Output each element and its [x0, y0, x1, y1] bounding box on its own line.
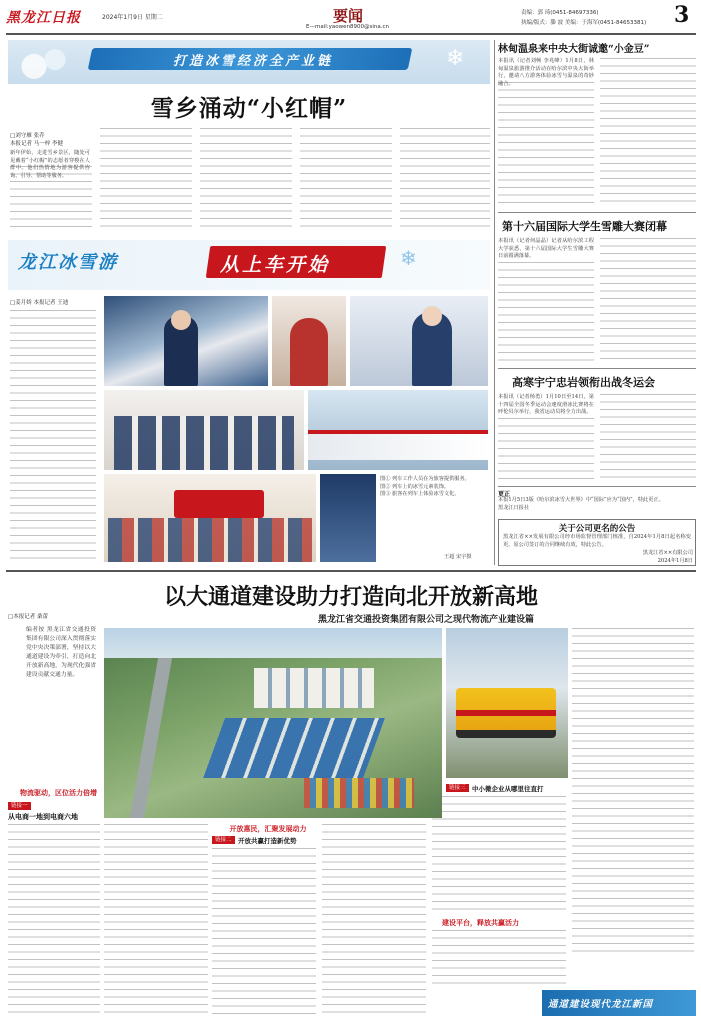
- warehouse-roofs: [203, 718, 385, 778]
- article-winter-games: [498, 374, 696, 484]
- section-title: 要闻: [333, 7, 364, 25]
- correction-notice: [498, 489, 696, 517]
- column-divider: [494, 40, 495, 565]
- staff-group: [114, 416, 294, 470]
- locomotive-stripe: [456, 710, 556, 716]
- editor-line: 责编：郭 琦(0451-84697336): [521, 10, 599, 16]
- section-tag: 链接三: [446, 784, 469, 792]
- section-title: 中小微企业从哪里往直打: [472, 785, 544, 793]
- masthead-rule: [6, 33, 696, 35]
- article-title: 第十六届国际大学生雪雕大赛闭幕: [502, 220, 667, 233]
- article-snow-sculpture: [498, 218, 696, 366]
- footer-banner-text: 通道建设现代龙江新国: [548, 999, 654, 1010]
- photo-caption: 图① 列车工作人员在为旅客提供服务。 图② 列车上的冰雪元素装饰。 图③ 旅客在列车上体验冰雪文化。: [380, 476, 470, 498]
- notice-title: 更正: [498, 491, 511, 498]
- article-train-tour: [8, 240, 490, 565]
- article-title: 高寒宇宁忠岩领衔出战冬运会: [512, 376, 655, 389]
- article-body-col1: [498, 82, 594, 208]
- article-body-col1: [498, 262, 594, 362]
- body-col-b: [212, 848, 316, 1014]
- celebration-sign: [174, 490, 264, 518]
- main-feature: [6, 574, 696, 1020]
- article-body: [10, 310, 96, 562]
- section-body: [8, 824, 100, 1014]
- article-body-col4: [300, 128, 392, 232]
- article-byline: □刘守雁 张乔 本报记者 马一梓 李健: [10, 133, 63, 147]
- article-snow-town: [8, 88, 490, 238]
- banner-right-text: 从上车开始: [220, 254, 331, 276]
- highway: [130, 658, 172, 818]
- sky-area: [104, 628, 442, 658]
- train-photo-3: [350, 296, 488, 386]
- freight-train-photo: [446, 628, 568, 778]
- snowflake-icon: ❄: [446, 46, 465, 71]
- crowd-figures: [108, 518, 312, 562]
- section-title: 开放共赢打造新优势: [238, 837, 297, 845]
- conductor-face: [422, 306, 442, 326]
- article-title: 雪乡涌动“小红帽”: [150, 95, 348, 122]
- article-body-col2: [600, 394, 696, 480]
- section-title: 从电商一地到电商六地: [8, 813, 78, 821]
- photo-credit: 王超 宋宇摄: [444, 554, 472, 560]
- main-top-rule: [6, 570, 696, 572]
- notice-title: 关于公司更名的公告: [558, 524, 636, 534]
- train-banner: [8, 240, 490, 290]
- article-separator: [498, 368, 696, 369]
- article-title: 林甸温泉来中央大街诚邀“小金豆”: [498, 44, 650, 55]
- section-title: 建设平台，释放共赢活力: [442, 919, 519, 927]
- container-yard: [304, 778, 414, 808]
- notice-sign: 黑龙江省××有限公司 2024年1月8日: [642, 550, 693, 564]
- article-lead: 本报讯（记者何晶晶）记者从哈尔滨工程大学获悉，第十六届国际大学生雪雕大赛日前圆满落幕。: [498, 238, 594, 260]
- buildings: [254, 668, 374, 708]
- body-col-e: [432, 930, 566, 990]
- article-lead: 本报讯（记者刘畅 李兆峰）1月8日，林甸温泉旅游推介活动在哈尔滨中央大街举行，邀请八方游客体验冰雪与温泉的奇妙融合。: [498, 58, 594, 87]
- notice-body: 本报1月5日3版《哈尔滨冰雪大世界》中“国际”应为“国内”，特此更正。 黑龙江日报社: [498, 497, 664, 511]
- article-body-col5: [400, 128, 490, 232]
- banner-title: 打造冰雪经济全产业链: [172, 54, 333, 69]
- designer-line: 执编/版式：滕 波 美编：于海军(0451-84653381): [521, 20, 647, 26]
- article-lead: 新年伊始，走进雪乡景区，随处可见戴着“小红帽”的志愿者穿梭在人群中。他们热情地为游客提供咨询、引导、帮助等服务。: [10, 150, 90, 179]
- section-tag: 链接一: [8, 802, 31, 810]
- newspaper-logo: 黑龙江日报: [6, 10, 81, 26]
- train-photo-1: [104, 296, 268, 386]
- ice-snow-banner: [8, 40, 490, 84]
- article-body-col3: [200, 128, 292, 232]
- logistics-park-photo: [104, 628, 442, 818]
- article-body-col2: [600, 58, 696, 208]
- section-tag: 链接二: [212, 836, 235, 844]
- section-email: E—mail:yaowen8900@sina.cn: [306, 24, 389, 30]
- body-col-c: [322, 824, 426, 1014]
- rename-notice: [498, 519, 696, 566]
- body-col-d: [432, 796, 566, 916]
- article-lead: 本报讯（记者杨勇）1月10日至14日，第十四届全国冬季运动会速度滑冰比赛将在呼伦贝尔举行，我省运动员将全力出战。: [498, 394, 594, 416]
- main-byline: □本报记者 桑蕾: [8, 614, 48, 620]
- banner-left-text: 龙江冰雪游: [18, 252, 118, 273]
- section-title: 物流驱动，区位活力倍增: [20, 789, 97, 797]
- attendant-face: [171, 310, 191, 330]
- body-col-a: [104, 824, 208, 1014]
- article-hot-spring: [498, 40, 696, 210]
- train-photo-5: [308, 390, 488, 470]
- train-exterior: [308, 430, 488, 460]
- train-photo-4: [104, 390, 304, 470]
- banner-decoration-icon: [10, 46, 70, 80]
- train-photo-2: [272, 296, 346, 386]
- page-number: 3: [674, 2, 690, 28]
- section-title: 开放惠民，汇聚发展动力: [229, 825, 307, 833]
- article-byline: □姜月娇 本报记者 王迪: [10, 300, 69, 306]
- article-body-col2: [100, 128, 192, 232]
- notice-body: 黑龙江省××发展有限公司经市场监督管理部门核准，自2024年1月8日起名称变更。原公司签订的合同继续有效，特此公告。: [503, 534, 691, 548]
- main-title: 以大通道建设助力打造向北开放新高地: [163, 584, 538, 610]
- main-intro: 编者按 黑龙江省交通投资集团有限公司深入贯彻落实党中央决策部署，坚持以大通道建设为牵引，打造向北开放新高地，为现代化强省建设贡献交通力量。: [26, 627, 96, 678]
- article-body-col2: [600, 238, 696, 362]
- main-subtitle: 黑龙江省交通投资集团有限公司之现代物流产业建设篇: [317, 615, 534, 625]
- article-separator: [498, 486, 696, 487]
- article-body-col1: [10, 166, 92, 232]
- train-photo-6: [104, 474, 316, 562]
- passenger-figure: [290, 318, 328, 386]
- train-photo-7: [320, 474, 376, 562]
- issue-date: 2024年1月9日 星期二: [102, 14, 163, 21]
- masthead: [6, 4, 696, 32]
- article-body-col1: [498, 418, 594, 480]
- article-separator: [498, 212, 696, 213]
- snowflake-icon: ❄: [400, 246, 417, 270]
- right-text-col: [572, 628, 694, 958]
- footer-banner: [542, 990, 696, 1016]
